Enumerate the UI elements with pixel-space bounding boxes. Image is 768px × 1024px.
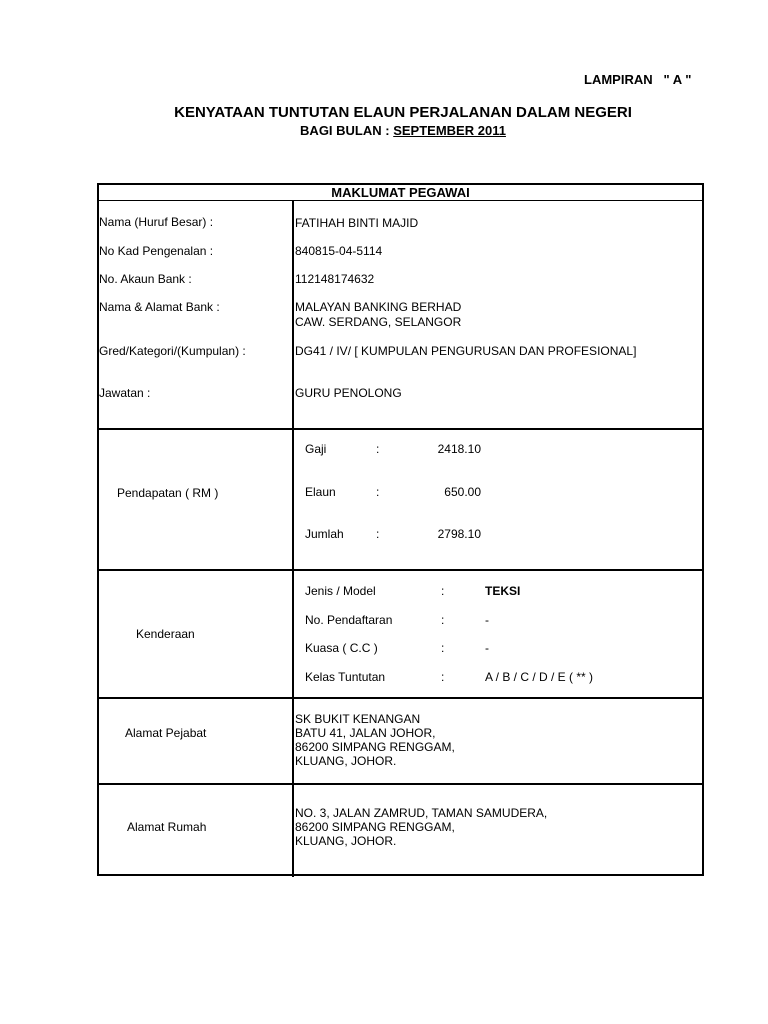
jumlah-value: 2798.10 bbox=[437, 527, 481, 541]
ic-label: No Kad Pengenalan : bbox=[99, 244, 214, 258]
column-divider bbox=[292, 201, 294, 877]
jenis-value: TEKSI bbox=[485, 584, 521, 598]
pejabat-line-2: BATU 41, JALAN JOHOR, bbox=[295, 726, 436, 740]
gred-value: DG41 / IV/ [ KUMPULAN PENGURUSAN DAN PROFESIONAL] bbox=[295, 344, 637, 358]
jumlah-label: Jumlah bbox=[305, 527, 344, 541]
pejabat-line-1: SK BUKIT KENANGAN bbox=[295, 712, 421, 726]
jenis-label: Jenis / Model bbox=[305, 584, 376, 598]
kenderaan-label: Kenderaan bbox=[136, 627, 195, 641]
pendaftaran-label: No. Pendaftaran bbox=[305, 613, 393, 627]
pendapatan-label: Pendapatan ( RM ) bbox=[117, 486, 219, 500]
document-subtitle bbox=[0, 123, 768, 138]
akaun-value: 112148174632 bbox=[295, 272, 375, 286]
rumah-label: Alamat Rumah bbox=[127, 820, 207, 834]
pejabat-line-4: KLUANG, JOHOR. bbox=[295, 754, 397, 768]
kuasa-colon: : bbox=[441, 641, 445, 655]
kelas-label: Kelas Tuntutan bbox=[305, 670, 386, 684]
kuasa-value: - bbox=[485, 641, 489, 655]
lampiran-label: LAMPIRAN " A " bbox=[584, 72, 692, 87]
rumah-line-2: 86200 SIMPANG RENGGAM, bbox=[295, 820, 455, 834]
gaji-label: Gaji bbox=[305, 442, 327, 456]
ic-value: 840815-04-5114 bbox=[295, 244, 383, 258]
rumah-line-3: KLUANG, JOHOR. bbox=[295, 834, 397, 848]
gaji-colon: : bbox=[376, 442, 380, 456]
jawatan-label: Jawatan : bbox=[99, 386, 151, 400]
section-divider-kenderaan bbox=[97, 569, 704, 571]
rumah-line-1: NO. 3, JALAN ZAMRUD, TAMAN SAMUDERA, bbox=[295, 806, 548, 820]
jumlah-colon: : bbox=[376, 527, 380, 541]
jawatan-value: GURU PENOLONG bbox=[295, 386, 402, 400]
pejabat-label: Alamat Pejabat bbox=[125, 726, 207, 740]
kelas-value: A / B / C / D / E ( ** ) bbox=[485, 670, 594, 684]
bank-label: Nama & Alamat Bank : bbox=[99, 300, 220, 314]
kuasa-label: Kuasa ( C.C ) bbox=[305, 641, 378, 655]
gaji-value: 2418.10 bbox=[437, 442, 481, 456]
jenis-colon: : bbox=[441, 584, 445, 598]
elaun-value: 650.00 bbox=[444, 485, 481, 499]
bank-line-2: CAW. SERDANG, SELANGOR bbox=[295, 315, 462, 329]
elaun-label: Elaun bbox=[305, 485, 336, 499]
pejabat-line-3: 86200 SIMPANG RENGGAM, bbox=[295, 740, 455, 754]
subtitle-prefix: BAGI BULAN : bbox=[300, 123, 390, 138]
section-divider-pejabat bbox=[97, 697, 704, 699]
header-divider bbox=[97, 200, 704, 201]
section-title-pegawai: MAKLUMAT PEGAWAI bbox=[331, 185, 470, 200]
nama-label: Nama (Huruf Besar) : bbox=[99, 215, 214, 229]
gred-label: Gred/Kategori/(Kumpulan) : bbox=[99, 344, 246, 358]
section-divider-pendapatan bbox=[97, 428, 704, 430]
bank-line-1: MALAYAN BANKING BERHAD bbox=[295, 300, 462, 314]
kelas-colon: : bbox=[441, 670, 445, 684]
pendaftaran-value: - bbox=[485, 613, 489, 627]
section-divider-rumah bbox=[97, 783, 704, 785]
akaun-label: No. Akaun Bank : bbox=[99, 272, 192, 286]
nama-value: FATIHAH BINTI MAJID bbox=[295, 216, 419, 230]
elaun-colon: : bbox=[376, 485, 380, 499]
pendaftaran-colon: : bbox=[441, 613, 445, 627]
subtitle-month: SEPTEMBER 2011 bbox=[393, 123, 506, 138]
document-title: KENYATAAN TUNTUTAN ELAUN PERJALANAN DALAM NEGERI bbox=[174, 104, 632, 121]
